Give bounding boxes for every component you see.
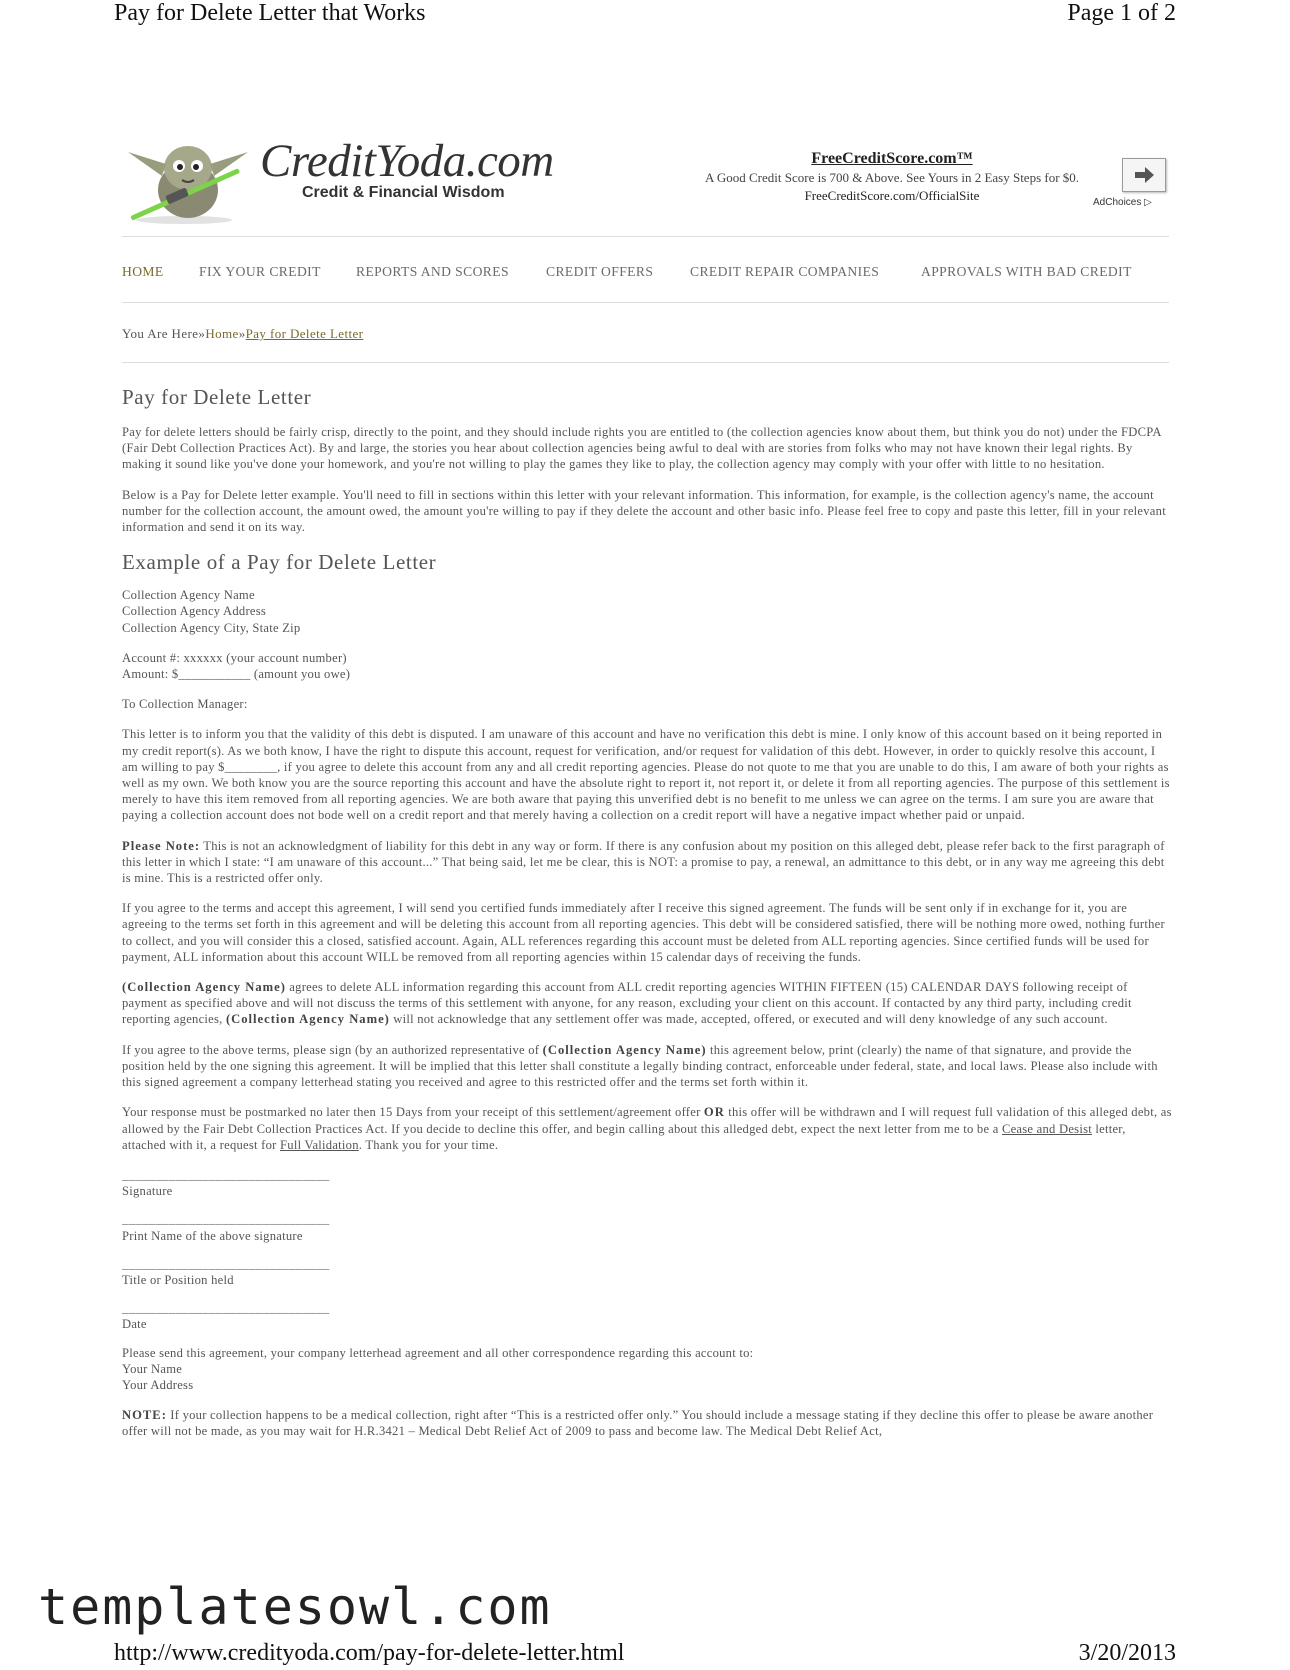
- logo-tagline: Credit & Financial Wisdom: [302, 184, 505, 201]
- logo-brand: CreditYoda.com: [260, 135, 554, 187]
- final-note-text: If your collection happens to be a medical collection, right after “This is a restricted offer only.” You should include a message stating if they decline this offer to please be aware another offer will not be made, as you may wait for H.R.3421 – Medical Debt Relief Act of 2009 to pass and become law. The Medical Debt Relief Act,: [122, 1408, 1154, 1439]
- signature-label: Signature: [122, 1184, 173, 1199]
- account-block: [122, 650, 1172, 682]
- site-logo[interactable]: [122, 128, 572, 224]
- your-address: Your Address: [122, 1377, 194, 1392]
- adchoices-link[interactable]: [1093, 197, 1152, 208]
- agency-address-block: [122, 587, 1172, 636]
- final-note-label: NOTE:: [122, 1408, 167, 1423]
- print-footer-url: http://www.credityoda.com/pay-for-delete-letter.html: [114, 1640, 625, 1666]
- your-name: Your Name: [122, 1361, 183, 1376]
- article: [122, 384, 1172, 1454]
- send-instructions: Please send this agreement, your company letterhead agreement and all other correspondence regarding this account to:: [122, 1345, 754, 1360]
- send-to-block: [122, 1345, 1172, 1394]
- letter-paragraph-4: [122, 979, 1172, 1028]
- breadcrumb: [122, 326, 363, 342]
- paragraph-text: letter, attached with it, a request for: [122, 1121, 1126, 1152]
- paragraph-text: will not acknowledge that any settlement offer was made, accepted, offered, or executed and will deny knowledge of any such account.: [389, 1012, 1108, 1027]
- note-label: Please Note:: [122, 838, 201, 853]
- watermark: templatesowl.com: [38, 1578, 552, 1636]
- paragraph-text: . Thank you for your time.: [358, 1137, 499, 1152]
- breadcrumb-prefix: You Are Here»: [122, 326, 206, 341]
- breadcrumb-home-link[interactable]: Home: [205, 326, 239, 341]
- letter-note-paragraph: [122, 838, 1172, 887]
- date-line: [122, 1300, 1172, 1332]
- account-number: Account #: xxxxxx (your account number): [122, 650, 347, 665]
- adchoices-icon: ▷: [1144, 197, 1152, 208]
- ad-arrow-button[interactable]: [1122, 158, 1166, 192]
- cease-and-desist-link[interactable]: Cease and Desist: [1001, 1121, 1092, 1136]
- paragraph-text: agrees to delete ALL information regarding this account from ALL credit reporting agencies WITHIN FIFTEEN (15) CALENDAR DAYS following receipt of payment as specified above and will not discuss the terms of this settlement with anyone, for any reason, excluding your client on this account. If contacted by any third party, including credit reporting agencies,: [122, 980, 1132, 1027]
- agency-address: Collection Agency Address: [122, 604, 267, 619]
- letter-paragraph-1: This letter is to inform you that the validity of this debt is disputed. I am unaware of this account and have no verification this debt is mine. I only know of this account based on it being reported in my credit report(s). As we both know, I have the right to dispute this account, request for verification, and/or request for validation of this debt. However, in order to quickly resolve this account, I am willing to pay $________, if you agree to delete this account from any and all credit reporting agencies. Please do not quote to me that you are unable to do this, I am aware of both your rights as well as my own. We both know you are the source reporting this account and have the absolute right to report it, not report it, or delete it from all reporting agencies. The purpose of this settlement is merely to have this item removed from all reporting agencies. We are both aware that paying this unverified debt is no benefit to me unless we can agree on the terms. I am sure you are aware that paying a collection account does not bode well on a credit report and that merely having a collection on a credit report will have a negative impact whether paid or unpaid.: [122, 727, 1170, 823]
- nav-item-home[interactable]: HOME: [122, 264, 164, 279]
- breadcrumb-current-link[interactable]: Pay for Delete Letter: [245, 326, 364, 341]
- agency-name-bold: (Collection Agency Name): [122, 980, 286, 995]
- print-header-title: Pay for Delete Letter that Works: [114, 0, 426, 26]
- nav-item-approvals-with-bad-credit[interactable]: APPROVALS WITH BAD CREDIT: [921, 264, 1132, 279]
- ad-url[interactable]: FreeCreditScore.com/OfficialSite: [804, 188, 980, 203]
- paragraph-text: this agreement below, print (clearly) the name of that signature, and provide the position held by the one signing this agreement. It will be implied that this letter shall constitute a legally binding contract, enforceable under federal, state, and local laws. Please also include with this signed agreement a company letterhead stating you received and agree to this restricted offer and the terms set forth within it.: [122, 1042, 1158, 1090]
- ad-description: A Good Credit Score is 700 & Above. See Yours in 2 Easy Steps for $0.: [704, 170, 1080, 185]
- masthead: [122, 128, 1170, 224]
- print-footer: [114, 1640, 1176, 1670]
- page-title: Pay for Delete Letter: [122, 385, 312, 409]
- title-line: [122, 1256, 1172, 1288]
- date-blank: _______________________________: [122, 1301, 330, 1316]
- print-footer-date: 3/20/2013: [1078, 1640, 1176, 1666]
- agency-city: Collection Agency City, State Zip: [122, 620, 301, 635]
- nav-item-fix-your-credit[interactable]: FIX YOUR CREDIT: [199, 264, 321, 279]
- paragraph-text: Your response must be postmarked no later then 15 Days from your receipt of this settlement/agreement offer: [122, 1105, 704, 1120]
- signature-blank: _______________________________: [122, 1167, 330, 1182]
- ad-block[interactable]: [682, 150, 1102, 204]
- signature-line: [122, 1167, 1172, 1199]
- full-validation-link[interactable]: Full Validation: [280, 1137, 359, 1152]
- breadcrumb-separator: »: [238, 326, 246, 341]
- arrow-right-icon: [1133, 166, 1155, 184]
- nav-item-credit-repair-companies[interactable]: CREDIT REPAIR COMPANIES: [690, 264, 880, 279]
- print-header: [114, 0, 1176, 36]
- salutation: To Collection Manager:: [122, 697, 248, 712]
- paragraph-text: If you agree to the above terms, please sign (by an authorized representative of: [122, 1042, 543, 1057]
- amount-owed: Amount: $___________ (amount you owe): [122, 667, 351, 682]
- title-blank: _______________________________: [122, 1256, 330, 1271]
- example-heading: Example of a Pay for Delete Letter: [122, 550, 437, 575]
- agency-name-bold: (Collection Agency Name): [225, 1012, 390, 1027]
- letter-paragraph-3: If you agree to the terms and accept this agreement, I will send you certified funds immediately after I receive this signed agreement. The funds will be sent only if in exchange for it, you are agreeing to the terms set forth in this agreement and will be deleting this account from all reporting agencies. This debt will be considered satisfied, there will be nothing more owed, nothing further to collect, and you will consider this a closed, satisfied account. Again, ALL references regarding this account must be deleted from ALL reporting agencies. Since certified funds will be used for payment, ALL information about this account WILL be removed from all reporting agencies within 15 calendar days of receiving the funds.: [122, 901, 1165, 964]
- divider: [122, 362, 1169, 363]
- or-bold: OR: [703, 1105, 725, 1120]
- agency-name-bold: (Collection Agency Name): [542, 1042, 707, 1057]
- letter-paragraph-6: [122, 1104, 1172, 1153]
- nav-item-reports-and-scores[interactable]: REPORTS AND SCORES: [356, 264, 509, 279]
- nav-item-credit-offers[interactable]: CREDIT OFFERS: [546, 264, 654, 279]
- agency-name: Collection Agency Name: [122, 588, 255, 603]
- print-header-page: Page 1 of 2: [1067, 0, 1176, 26]
- title-label: Title or Position held: [122, 1272, 234, 1287]
- final-note-paragraph: [122, 1407, 1172, 1439]
- print-name-line: [122, 1211, 1172, 1243]
- adchoices-label: AdChoices: [1093, 197, 1142, 208]
- paragraph-text: this offer will be withdrawn and I will request full validation of this alleged debt, as allowed by the Fair Debt Collection Practices Act. If you decide to decline this offer, and begin calling about this alledged debt, expect the next letter from me to be a: [122, 1105, 1172, 1136]
- intro-paragraph-1: Pay for delete letters should be fairly crisp, directly to the point, and they should include rights you are entitled to (the collection agencies know about them, but think you do not) under the FDCPA (Fair Debt Collection Practices Act). By and large, the stories you hear about collection agencies being awful to deal with are stories from folks who may not have known their legal rights. By making it sound like you've done your homework, and you're not willing to play the games they like to play, the collection agency may comply with your offer with little to no hesitation.: [122, 425, 1161, 472]
- intro-paragraph-2: Below is a Pay for Delete letter example. You'll need to fill in sections within this letter with your relevant information. This information, for example, is the collection agency's name, the account number for the collection account, the amount owed, the amount you're willing to pay if they delete the account and other basic info. Please feel free to copy and paste this letter, fill in your relevant information and send it on its way.: [122, 487, 1166, 535]
- divider: [122, 236, 1169, 237]
- ad-title-link[interactable]: FreeCreditScore.com™: [811, 150, 973, 167]
- date-label: Date: [122, 1317, 147, 1332]
- print-name-label: Print Name of the above signature: [122, 1228, 303, 1243]
- divider: [122, 302, 1169, 303]
- print-name-blank: _______________________________: [122, 1212, 330, 1227]
- yoda-mascot-icon: [122, 128, 254, 224]
- note-text: This is not an acknowledgment of liability for this debt in any way or form. If there is any confusion about my position on this alleged debt, please refer back to the first paragraph of this letter in which I state: “I am unaware of this account...” That being said, let me be clear, this is NOT: a promise to pay, a renewal, an admittance to this debt, or in any way me agreeing this debt is mine. This is a restricted offer only.: [122, 838, 1165, 886]
- letter-paragraph-5: [122, 1042, 1172, 1091]
